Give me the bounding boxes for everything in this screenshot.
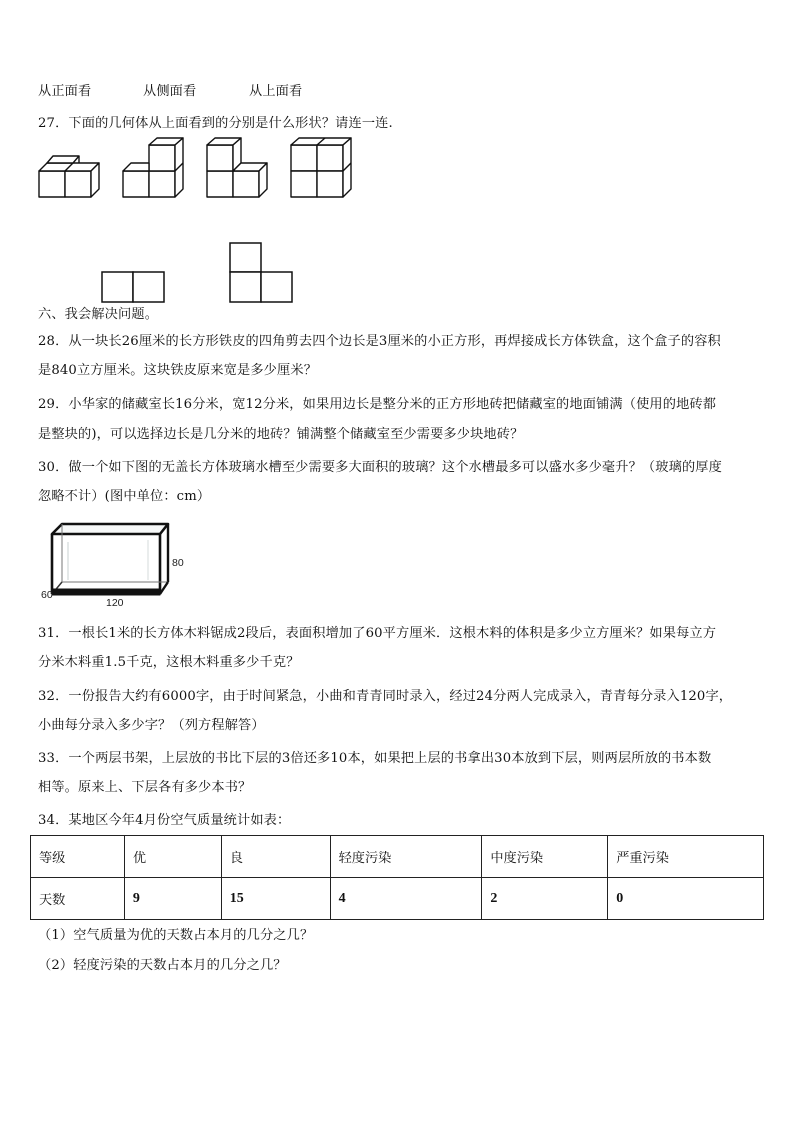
cube-solid-2 [123,138,183,197]
tank-width-label: 60 [41,589,53,601]
table-cell: 0 [608,878,764,920]
question-28-line2: 是840立方厘米。这块铁皮原来宽是多少厘米？ [38,363,318,378]
table-header-cell: 中度污染 [482,836,608,878]
table-cell: 15 [221,878,330,920]
question-29-line1: 29．小华家的储藏室长16分米，宽12分米，如果用边长是整分米的正方形地砖把储藏室的地面铺满（使用的地砖都 [38,397,717,412]
question-33-line1: 33．一个两层书架，上层放的书比下层的3倍还多10本，如果把上层的书拿出30本放到下层，则两层所放的书本数 [38,751,712,766]
top-view-shapes-figure [100,241,295,305]
view-label-top: 从上面看 [249,84,303,99]
question-31-line2: 分米木料重1.5千克，这根木料重多少千克？ [38,655,300,670]
cube-solid-1 [39,156,99,197]
table-cell: 天数 [31,878,125,920]
top-view-shape-1 [102,272,164,302]
cube-solid-4 [291,138,351,197]
question-34-sub2: （2）轻度污染的天数占本月的几分之几？ [38,958,287,973]
table-row [31,878,764,920]
question-30-line1: 30．做一个如下图的无盖长方体玻璃水槽至少需要多大面积的玻璃？这个水槽最多可以盛水多少毫升？（玻璃的厚度 [38,460,722,475]
table-cell: 4 [330,878,482,920]
table-cell: 2 [482,878,608,920]
table-header-cell: 良 [221,836,330,878]
view-label-side: 从侧面看 [143,84,197,99]
cube-solid-3 [207,138,267,197]
question-32-line1: 32．一份报告大约有6000字，由于时间紧急，小曲和青青同时录入，经过24分两人完成录入，青青每分录入120字， [38,689,733,704]
view-label-front: 从正面看 [38,84,92,99]
question-34-sub1: （1）空气质量为优的天数占本月的几分之几？ [38,928,314,943]
section-6-title: 六、我会解决问题。 [38,307,159,322]
question-31-line1: 31．一根长1米的长方体木料锯成2段后，表面积增加了60平方厘米．这根木料的体积是多少立方厘米？如果每立方 [38,626,717,641]
question-33-line2: 相等。原来上、下层各有多少本书？ [38,780,252,795]
top-view-shape-2 [230,243,292,302]
table-header-cell: 等级 [31,836,125,878]
question-34: 34．某地区今年4月份空气质量统计如表： [38,813,291,828]
air-quality-table [30,835,764,920]
table-header-row [31,836,764,878]
glass-tank-figure [48,522,170,598]
table-header-cell: 优 [124,836,221,878]
table-header-cell: 轻度污染 [330,836,482,878]
question-32-line2: 小曲每分录入多少字？（列方程解答） [38,718,265,733]
table-cell: 9 [124,878,221,920]
tank-length-label: 120 [106,597,124,609]
question-27: 27．下面的几何体从上面看到的分别是什么形状？请连一连. [38,116,393,131]
table-header-cell: 严重污染 [608,836,764,878]
tank-height-label: 80 [172,557,184,569]
question-29-line2: 是整块的)，可以选择边长是几分米的地砖？铺满整个储藏室至少需要多少块地砖？ [38,427,524,442]
question-30-line2: 忽略不计）(图中单位：cm） [38,489,211,504]
cube-solids-figure [36,136,356,204]
question-28-line1: 28．从一块长26厘米的长方形铁皮的四角剪去四个边长是3厘米的小正方形，再焊接成长方体铁盒，这个盒子的容积 [38,334,721,349]
